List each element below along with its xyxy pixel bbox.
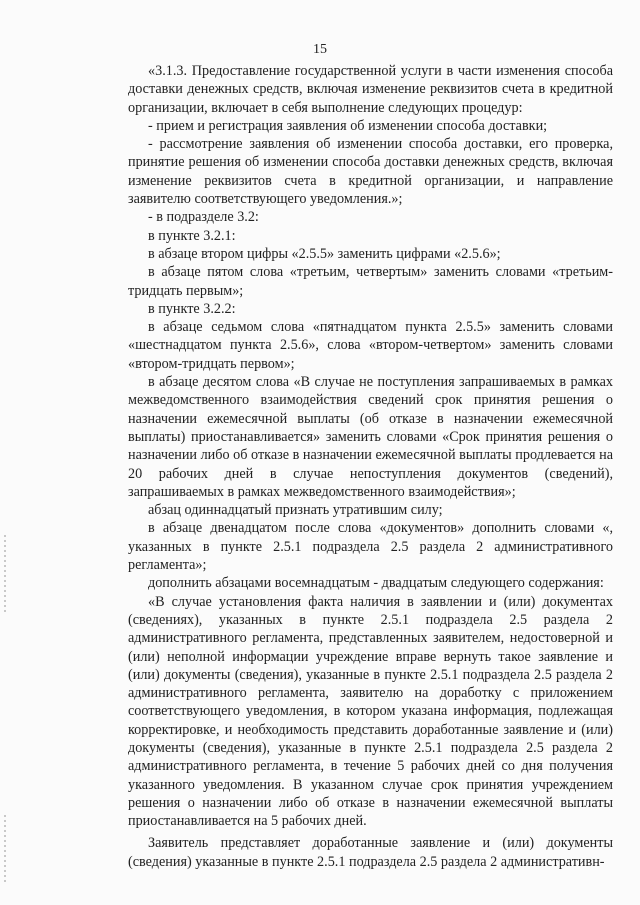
paragraph: в абзаце седьмом слова «пятнадцатом пункта 2.5.5» заменить словами «шестнадцатом пункта 2.5.6», слова «втором-четвертом» заменить словами «втором-тридцать первом»; — [128, 319, 613, 372]
paragraph: - прием и регистрация заявления об изменении способа доставки; — [148, 117, 548, 134]
paragraph: в пункте 3.2.2: — [148, 300, 236, 317]
paragraph: - рассмотрение заявления об изменении способа доставки, его проверка, принятие решения об изменении способа доставки денежных средств, включая изменение реквизитов счета в кредитной организации, и направление заявителю соответствующего уведомления.»; — [128, 136, 613, 208]
paragraph: в абзаце пятом слова «третьим, четвертым» заменить словами «третьим-тридцать первым»; — [128, 264, 613, 299]
paragraph: в абзаце двенадцатом после слова «документов» дополнить словами «, указанных в пункте 2.5.1 подраздела 2.5 раздела 2 административного регламента»; — [128, 520, 613, 574]
page-number: 15 — [313, 42, 327, 57]
paragraph: - в подразделе 3.2: — [148, 209, 259, 226]
paragraph: в пункте 3.2.1: — [148, 227, 236, 244]
paragraph: абзац одиннадцатый признать утратившим силу; — [148, 502, 443, 519]
scan-margin-mark — [4, 535, 6, 615]
paragraph: «В случае установления факта наличия в заявлении и (или) документах (сведениях), указанных в пункте 2.5.1 подраздела 2.5 раздела 2 административного регламента, представленных заявителем, недостоверной и (или) неполной информации учреждение вправе вернуть такое заявление и (или) документы (сведения), указанные в пункте 2.5.1 подраздела 2.5 раздела 2 административного регламента, заявителю на доработку с приложением соответствующего уведомления, в котором указана информация, подлежащая корректировке, и необходимость представить доработанные заявление и (или) документы (сведения), указанные в пункте 2.5.1 подраздела 2.5 раздела 2 административного регламента, в течение 5 рабочих дней со дня получения указанного уведомления. В указанном случае срок принятия учреждением решения о назначении либо об отказе в назначении ежемесячной выплаты приостанавливается на 5 рабочих дней. — [128, 593, 613, 830]
paragraph: в абзаце втором цифры «2.5.5» заменить цифрами «2.5.6»; — [148, 245, 501, 262]
paragraph: «3.1.3. Предоставление государственной услуги в части изменения способа доставки денежных средств, включая изменение реквизитов счета в кредитной организации, включает в себя выполнение следующих процедур: — [128, 63, 613, 116]
paragraph: дополнить абзацами восемнадцатым - двадцатым следующего содержания: — [148, 575, 604, 592]
paragraph: Заявитель представляет доработанные заявление и (или) документы (сведения) указанные в пункте 2.5.1 подраздела 2.5 раздела 2 административн- — [128, 835, 613, 870]
paragraph: в абзаце десятом слова «В случае не поступления запрашиваемых в рамках межведомственного взаимодействия сведений срок принятия решения о назначении ежемесячной выплаты (об отказе в назначении ежемесячной выплаты) приостанавливается» заменить словами «Срок принятия решения о назначении либо об отказе в назначении ежемесячной выплаты продлевается на 20 рабочих дней в случае непоступления документов (сведений), запрашиваемых в рамках межведомственного взаимодействия»; — [128, 374, 613, 500]
scan-margin-mark — [4, 815, 6, 885]
document-body — [128, 62, 613, 871]
